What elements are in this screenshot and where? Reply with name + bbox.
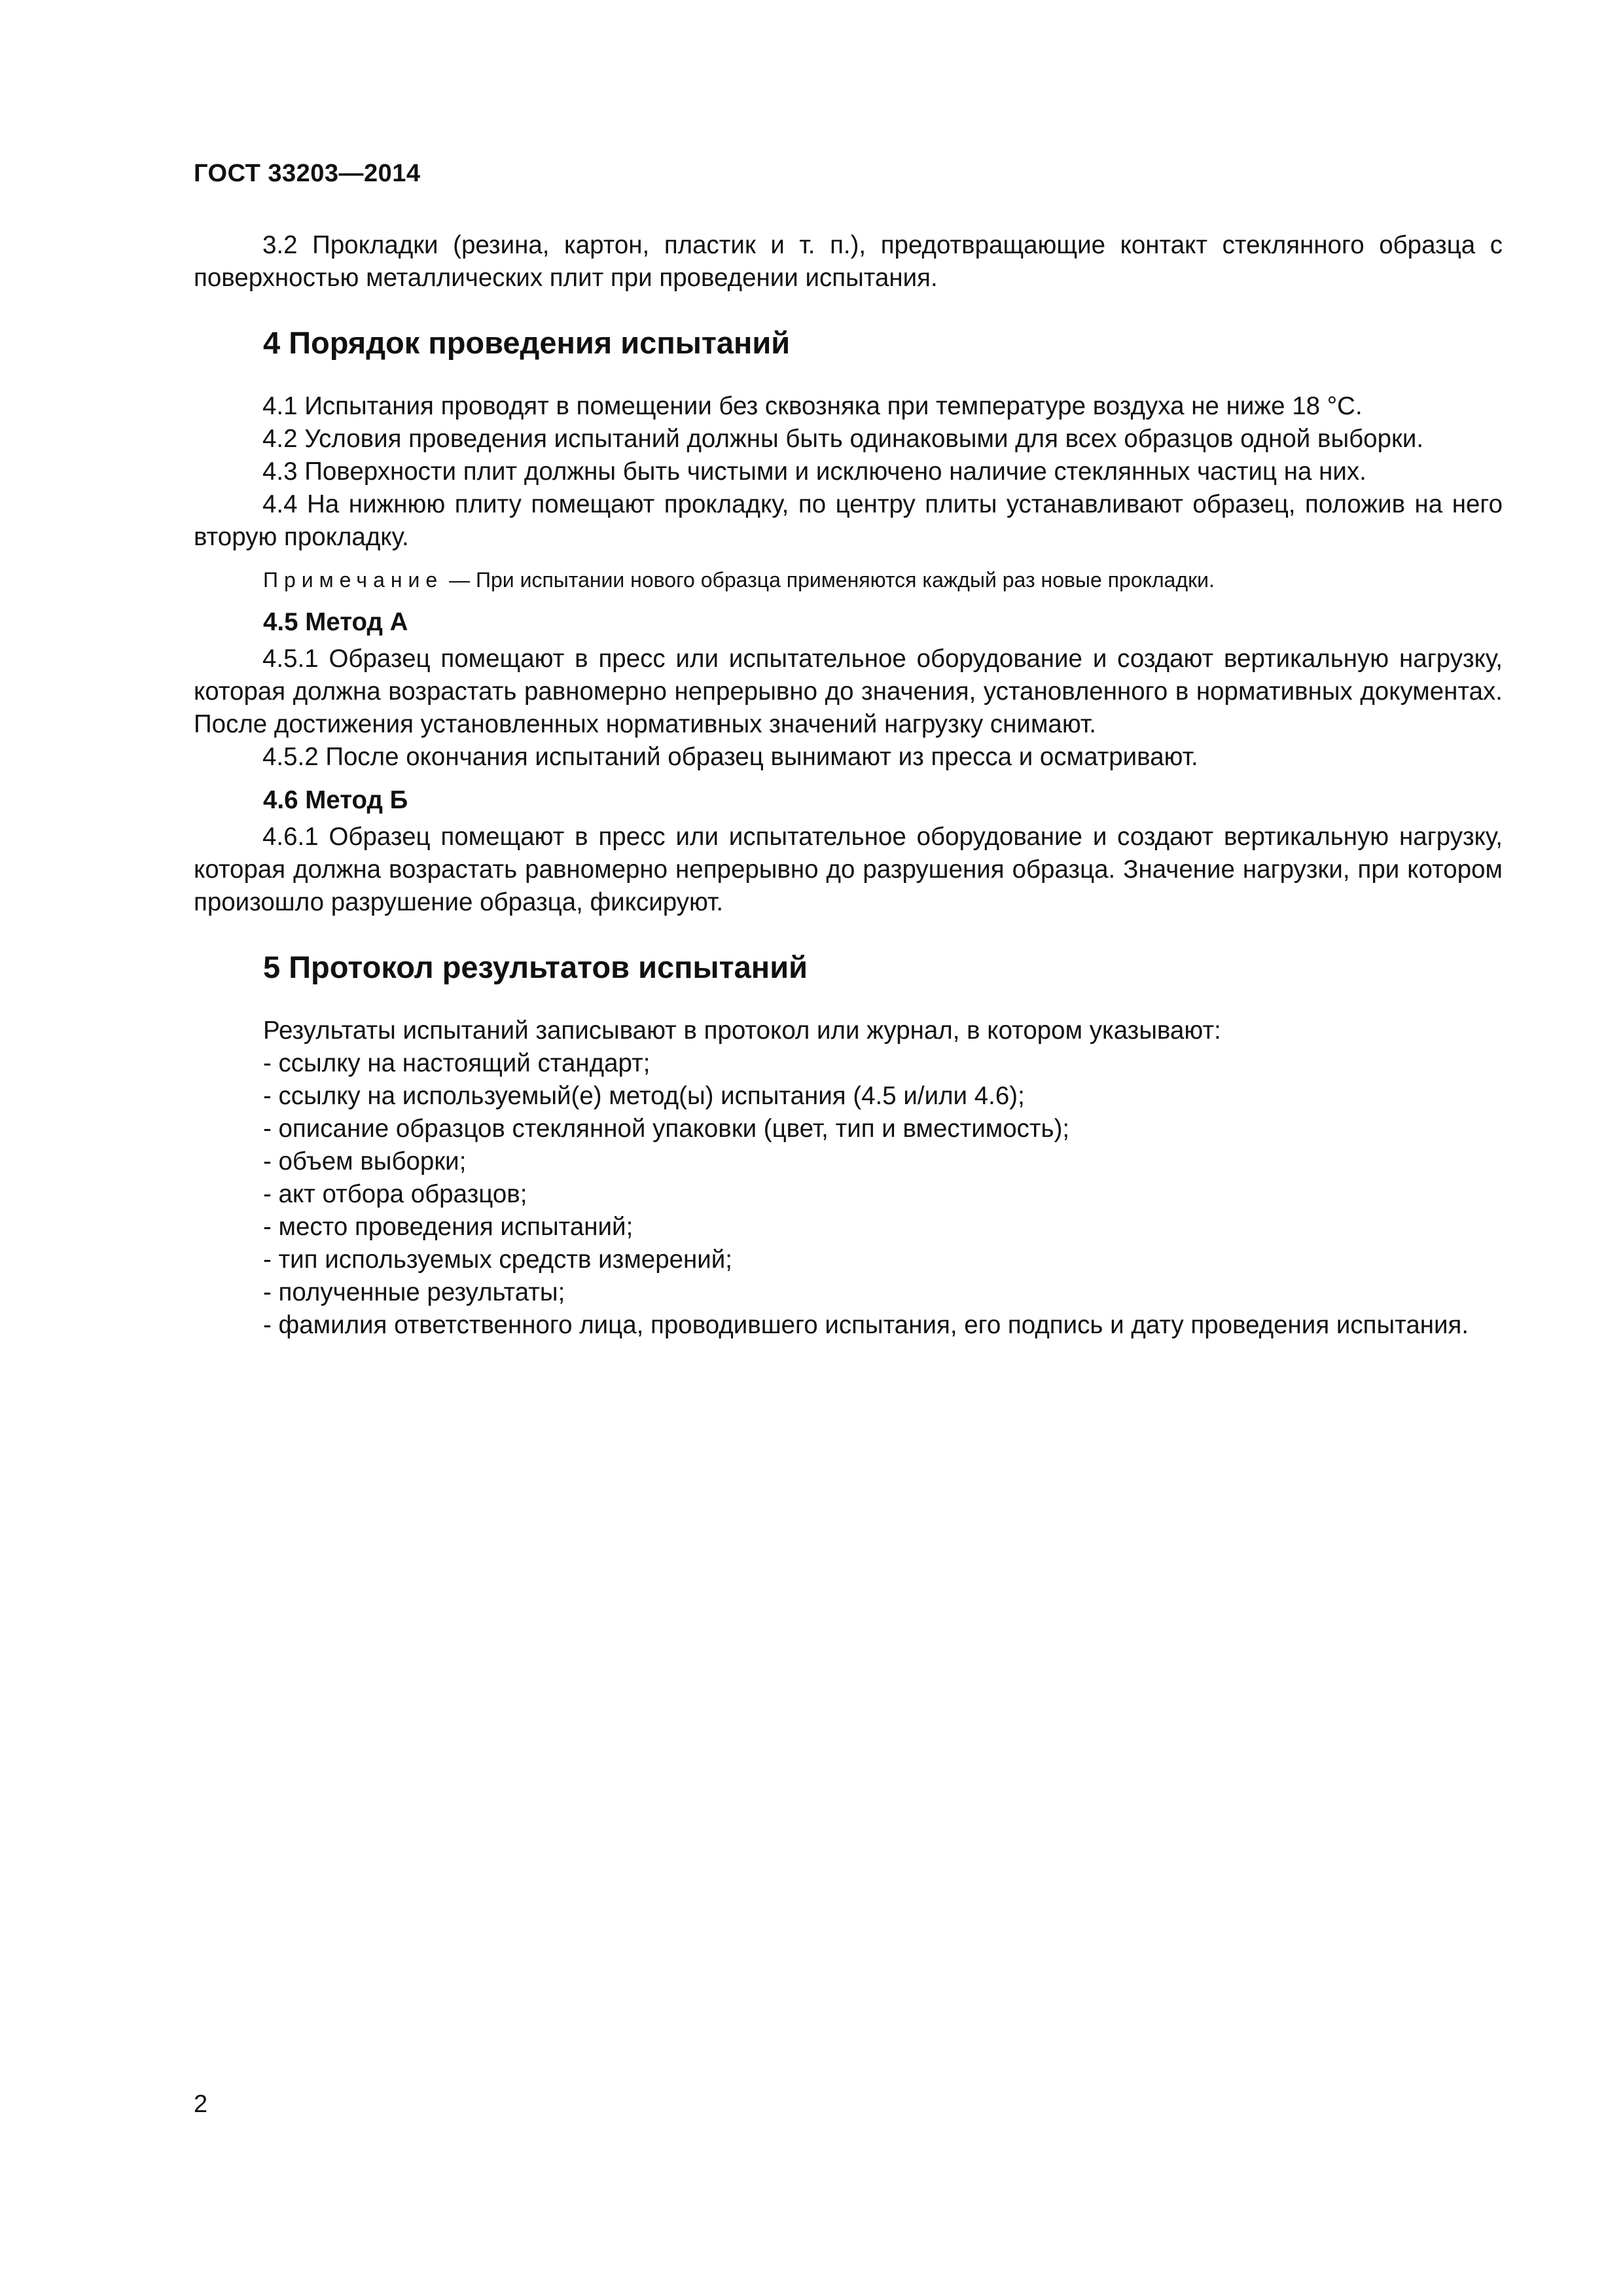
note-text: — При испытании нового образца применяются каждый раз новые прокладки. <box>443 568 1215 592</box>
list-item: - описание образцов стеклянной упаковки (цвет, тип и вместимость); <box>263 1115 1070 1143</box>
page-number: 2 <box>194 2090 208 2118</box>
list-item: - ссылку на настоящий стандарт; <box>263 1049 651 1077</box>
paragraph-3-2: 3.2 Прокладки (резина, картон, пластик и т. п.), предотвращающие контакт стеклянного образца с поверхностью металлических плит при проведении испытания. <box>194 231 1503 292</box>
paragraph-4-3: 4.3 Поверхности плит должны быть чистыми и исключено наличие стеклянных частиц на них. <box>262 457 1366 486</box>
paragraph-4-2: 4.2 Условия проведения испытаний должны быть одинаковыми для всех образцов одной выборки. <box>262 425 1424 453</box>
method-b-heading: 4.6 Метод Б <box>263 786 408 814</box>
section-4-heading: 4 Порядок проведения испытаний <box>263 325 791 360</box>
section-5-heading: 5 Протокол результатов испытаний <box>263 950 808 984</box>
paragraph-4-4: 4.4 На нижнюю плиту помещают прокладку, по центру плиты устанавливают образец, положив на него вторую прокладку. <box>194 490 1503 551</box>
paragraph-4-5-2: 4.5.2 После окончания испытаний образец вынимают из пресса и осматривают. <box>262 743 1198 771</box>
list-item: - объем выборки; <box>263 1147 467 1175</box>
method-a-heading: 4.5 Метод А <box>263 608 408 636</box>
paragraph-4-1: 4.1 Испытания проводят в помещении без сквозняка при температуре воздуха не ниже 18 °С. <box>262 392 1363 420</box>
note <box>194 565 1503 594</box>
list-item: - полученные результаты; <box>263 1278 565 1306</box>
list-item: - ссылку на используемый(е) метод(ы) испытания (4.5 и/или 4.6); <box>263 1082 1025 1110</box>
list-item: - место проведения испытаний; <box>263 1213 633 1241</box>
protocol-intro: Результаты испытаний записывают в протокол или журнал, в котором указывают: <box>263 1016 1221 1045</box>
paragraph-4-6-1: 4.6.1 Образец помещают в пресс или испытательное оборудование и создают вертикальную нагрузку, которая должна возрастать равномерно непрерывно до разрушения образца. Значение нагрузки, при котором произошло разрушение образца, фиксируют. <box>194 823 1503 916</box>
list-item: - фамилия ответственного лица, проводившего испытания, его подпись и дату проведения испытания. <box>263 1311 1469 1339</box>
note-label: Примечание <box>263 568 444 592</box>
list-item: - акт отбора образцов; <box>263 1180 527 1208</box>
list-item: - тип используемых средств измерений; <box>263 1246 732 1274</box>
protocol-items-list <box>194 1047 1503 1342</box>
paragraph-4-5-1: 4.5.1 Образец помещают в пресс или испытательное оборудование и создают вертикальную нагрузку, которая должна возрастать равномерно непрерывно до значения, установленного в нормативных документах. После достижения установленных нормативных значений нагрузку снимают. <box>194 645 1503 738</box>
page-content <box>194 229 1503 1342</box>
document-code-header: ГОСТ 33203—2014 <box>194 160 421 187</box>
